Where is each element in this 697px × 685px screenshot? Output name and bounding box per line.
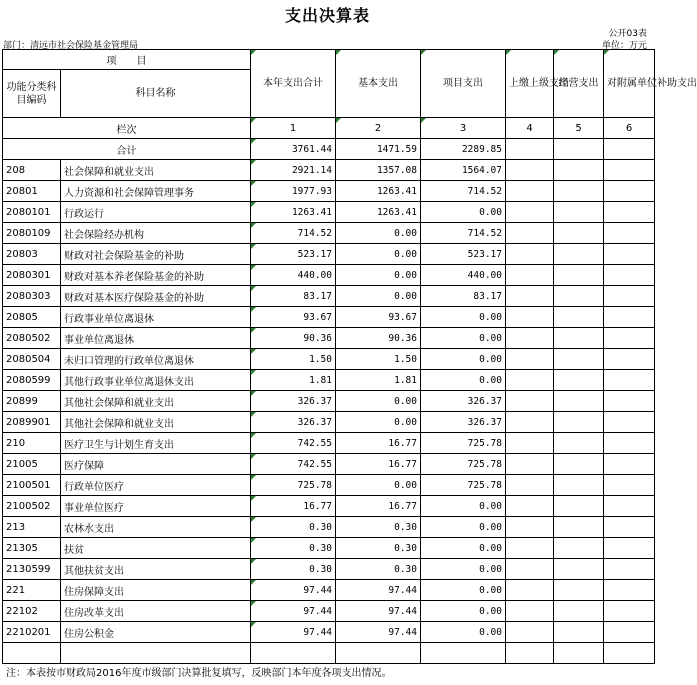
table-row bbox=[3, 622, 655, 643]
empty-cell bbox=[506, 643, 554, 664]
row-project: 0.00 bbox=[421, 517, 506, 538]
row-total: 523.17 bbox=[251, 244, 336, 265]
header-subsidy: 对附属单位补助支出 bbox=[604, 50, 655, 118]
empty-cell bbox=[604, 517, 655, 538]
row-basic: 16.77 bbox=[336, 496, 421, 517]
row-basic: 0.00 bbox=[336, 391, 421, 412]
row-code: 2080101 bbox=[3, 202, 61, 223]
row-code: 213 bbox=[3, 517, 61, 538]
form-code: 公开03表 bbox=[608, 29, 647, 39]
row-name: 财政对基本医疗保险基金的补助 bbox=[61, 286, 251, 307]
col-num: 3 bbox=[421, 118, 506, 139]
table-row bbox=[3, 328, 655, 349]
row-basic: 0.00 bbox=[336, 412, 421, 433]
empty-cell bbox=[506, 202, 554, 223]
row-total: 16.77 bbox=[251, 496, 336, 517]
header-total: 本年支出合计 bbox=[251, 50, 336, 118]
table-row bbox=[3, 244, 655, 265]
header-business: 经营支出 bbox=[554, 50, 604, 118]
empty-cell bbox=[554, 580, 604, 601]
empty-cell bbox=[506, 328, 554, 349]
empty-cell bbox=[506, 496, 554, 517]
row-name: 行政运行 bbox=[61, 202, 251, 223]
row-code: 2080504 bbox=[3, 349, 61, 370]
row-project: 0.00 bbox=[421, 370, 506, 391]
expenditure-table bbox=[2, 49, 697, 664]
row-total: 742.55 bbox=[251, 433, 336, 454]
empty-cell bbox=[506, 475, 554, 496]
table-row bbox=[3, 454, 655, 475]
table-row bbox=[3, 370, 655, 391]
empty-cell bbox=[554, 538, 604, 559]
row-total: 714.52 bbox=[251, 223, 336, 244]
col-num: 1 bbox=[251, 118, 336, 139]
row-code: 20803 bbox=[3, 244, 61, 265]
row-project: 0.00 bbox=[421, 202, 506, 223]
row-code: 2100501 bbox=[3, 475, 61, 496]
empty-cell bbox=[506, 139, 554, 160]
empty-cell bbox=[506, 244, 554, 265]
row-project: 1564.07 bbox=[421, 160, 506, 181]
table-row bbox=[3, 433, 655, 454]
row-code: 21305 bbox=[3, 538, 61, 559]
row-name: 住房公积金 bbox=[61, 622, 251, 643]
empty-cell bbox=[554, 517, 604, 538]
row-code: 20805 bbox=[3, 307, 61, 328]
column-index-label: 栏次 bbox=[3, 118, 251, 139]
row-total: 440.00 bbox=[251, 265, 336, 286]
table-row bbox=[3, 496, 655, 517]
empty-cell bbox=[604, 244, 655, 265]
row-basic: 16.77 bbox=[336, 433, 421, 454]
row-name: 其他社会保障和就业支出 bbox=[61, 391, 251, 412]
row-code: 2080502 bbox=[3, 328, 61, 349]
table-row bbox=[3, 286, 655, 307]
empty-cell bbox=[554, 286, 604, 307]
row-project: 440.00 bbox=[421, 265, 506, 286]
empty-cell bbox=[554, 601, 604, 622]
empty-cell bbox=[604, 433, 655, 454]
header-item: 项 目 bbox=[3, 50, 251, 70]
row-project: 0.00 bbox=[421, 496, 506, 517]
sum-project: 2289.85 bbox=[421, 139, 506, 160]
row-code: 2130599 bbox=[3, 559, 61, 580]
table-row bbox=[3, 643, 655, 664]
row-code: 2089901 bbox=[3, 412, 61, 433]
row-basic: 97.44 bbox=[336, 601, 421, 622]
row-basic: 0.30 bbox=[336, 559, 421, 580]
empty-cell bbox=[604, 349, 655, 370]
empty-cell bbox=[604, 391, 655, 412]
row-name: 财政对基本养老保险基金的补助 bbox=[61, 265, 251, 286]
empty-cell bbox=[554, 496, 604, 517]
row-name: 农林水支出 bbox=[61, 517, 251, 538]
row-basic: 0.30 bbox=[336, 538, 421, 559]
row-code: 22102 bbox=[3, 601, 61, 622]
row-code: 21005 bbox=[3, 454, 61, 475]
row-basic: 1263.41 bbox=[336, 181, 421, 202]
row-name: 人力资源和社会保障管理事务 bbox=[61, 181, 251, 202]
row-name: 扶贫 bbox=[61, 538, 251, 559]
row-project: 523.17 bbox=[421, 244, 506, 265]
header-func-code: 功能分类科目编码 bbox=[3, 70, 61, 118]
department-label: 部门：清远市社会保险基金管理局 bbox=[3, 41, 139, 51]
row-project: 0.00 bbox=[421, 538, 506, 559]
row-code: 20801 bbox=[3, 181, 61, 202]
row-name: 其他行政事业单位离退休支出 bbox=[61, 370, 251, 391]
empty-cell bbox=[554, 622, 604, 643]
row-name: 其他社会保障和就业支出 bbox=[61, 412, 251, 433]
row-code: 2080109 bbox=[3, 223, 61, 244]
empty-cell bbox=[554, 223, 604, 244]
row-name: 住房改革支出 bbox=[61, 601, 251, 622]
empty-cell bbox=[506, 517, 554, 538]
row-name: 社会保障和就业支出 bbox=[61, 160, 251, 181]
empty-cell bbox=[554, 370, 604, 391]
header-upper: 上缴上级支出 bbox=[506, 50, 554, 118]
table-row bbox=[3, 307, 655, 328]
empty-cell bbox=[604, 622, 655, 643]
row-name: 事业单位离退休 bbox=[61, 328, 251, 349]
row-name: 医疗保障 bbox=[61, 454, 251, 475]
sum-row bbox=[3, 139, 655, 160]
row-basic: 1357.08 bbox=[336, 160, 421, 181]
empty-cell bbox=[554, 412, 604, 433]
empty-cell bbox=[554, 202, 604, 223]
row-total: 90.36 bbox=[251, 328, 336, 349]
row-project: 0.00 bbox=[421, 328, 506, 349]
empty-cell bbox=[604, 370, 655, 391]
table-row bbox=[3, 202, 655, 223]
row-name: 行政单位医疗 bbox=[61, 475, 251, 496]
row-project: 83.17 bbox=[421, 286, 506, 307]
row-total: 1.81 bbox=[251, 370, 336, 391]
row-basic: 93.67 bbox=[336, 307, 421, 328]
empty-cell bbox=[554, 307, 604, 328]
row-project: 0.00 bbox=[421, 559, 506, 580]
row-total: 0.30 bbox=[251, 559, 336, 580]
row-name: 社会保险经办机构 bbox=[61, 223, 251, 244]
row-code: 2100502 bbox=[3, 496, 61, 517]
empty-cell bbox=[61, 643, 251, 664]
empty-cell bbox=[604, 139, 655, 160]
empty-cell bbox=[604, 265, 655, 286]
page-title: 支出决算表 bbox=[284, 6, 370, 25]
sum-total: 3761.44 bbox=[251, 139, 336, 160]
empty-cell bbox=[604, 181, 655, 202]
empty-cell bbox=[251, 643, 336, 664]
empty-cell bbox=[554, 328, 604, 349]
empty-cell bbox=[554, 160, 604, 181]
empty-cell bbox=[506, 454, 554, 475]
empty-cell bbox=[506, 433, 554, 454]
row-total: 0.30 bbox=[251, 538, 336, 559]
empty-cell bbox=[604, 454, 655, 475]
footnote: 注：本表按市财政局2016年度市级部门决算批复填写，反映部门本年度各项支出情况。 bbox=[6, 668, 392, 679]
row-code: 2080599 bbox=[3, 370, 61, 391]
table-row bbox=[3, 580, 655, 601]
empty-cell bbox=[604, 580, 655, 601]
row-name: 未归口管理的行政单位离退休 bbox=[61, 349, 251, 370]
row-total: 1.50 bbox=[251, 349, 336, 370]
col-num: 5 bbox=[554, 118, 604, 139]
table-row bbox=[3, 181, 655, 202]
empty-cell bbox=[506, 580, 554, 601]
row-total: 326.37 bbox=[251, 391, 336, 412]
row-total: 2921.14 bbox=[251, 160, 336, 181]
row-project: 0.00 bbox=[421, 580, 506, 601]
table-row bbox=[3, 160, 655, 181]
row-basic: 16.77 bbox=[336, 454, 421, 475]
row-code: 2080303 bbox=[3, 286, 61, 307]
row-project: 326.37 bbox=[421, 412, 506, 433]
row-code: 20899 bbox=[3, 391, 61, 412]
sum-label: 合计 bbox=[3, 139, 251, 160]
empty-cell bbox=[604, 601, 655, 622]
row-total: 326.37 bbox=[251, 412, 336, 433]
row-project: 326.37 bbox=[421, 391, 506, 412]
row-basic: 0.30 bbox=[336, 517, 421, 538]
row-total: 83.17 bbox=[251, 286, 336, 307]
empty-cell bbox=[554, 139, 604, 160]
empty-cell bbox=[604, 496, 655, 517]
row-name: 财政对社会保险基金的补助 bbox=[61, 244, 251, 265]
empty-cell bbox=[506, 622, 554, 643]
empty-cell bbox=[506, 223, 554, 244]
row-basic: 90.36 bbox=[336, 328, 421, 349]
empty-cell bbox=[604, 538, 655, 559]
empty-cell bbox=[604, 286, 655, 307]
col-num: 4 bbox=[506, 118, 554, 139]
empty-cell bbox=[604, 307, 655, 328]
empty-cell bbox=[604, 328, 655, 349]
row-total: 742.55 bbox=[251, 454, 336, 475]
row-total: 97.44 bbox=[251, 622, 336, 643]
empty-cell bbox=[554, 265, 604, 286]
table-row bbox=[3, 475, 655, 496]
empty-cell bbox=[421, 643, 506, 664]
col-num: 6 bbox=[604, 118, 655, 139]
empty-cell bbox=[554, 475, 604, 496]
header-subject-name: 科目名称 bbox=[61, 70, 251, 118]
empty-cell bbox=[604, 160, 655, 181]
row-basic: 1.81 bbox=[336, 370, 421, 391]
sum-basic: 1471.59 bbox=[336, 139, 421, 160]
row-basic: 0.00 bbox=[336, 265, 421, 286]
row-project: 0.00 bbox=[421, 349, 506, 370]
row-basic: 0.00 bbox=[336, 475, 421, 496]
row-basic: 0.00 bbox=[336, 223, 421, 244]
row-total: 1977.93 bbox=[251, 181, 336, 202]
table-row bbox=[3, 349, 655, 370]
empty-cell bbox=[506, 160, 554, 181]
table-row bbox=[3, 559, 655, 580]
table-row bbox=[3, 601, 655, 622]
row-code: 221 bbox=[3, 580, 61, 601]
row-name: 住房保障支出 bbox=[61, 580, 251, 601]
empty-cell bbox=[3, 643, 61, 664]
empty-cell bbox=[506, 601, 554, 622]
row-name: 行政事业单位离退休 bbox=[61, 307, 251, 328]
col-num: 2 bbox=[336, 118, 421, 139]
table-row bbox=[3, 265, 655, 286]
empty-cell bbox=[506, 265, 554, 286]
empty-cell bbox=[506, 286, 554, 307]
row-project: 0.00 bbox=[421, 622, 506, 643]
table-row bbox=[3, 517, 655, 538]
empty-cell bbox=[604, 475, 655, 496]
empty-cell bbox=[554, 433, 604, 454]
row-basic: 0.00 bbox=[336, 244, 421, 265]
row-total: 725.78 bbox=[251, 475, 336, 496]
row-basic: 1.50 bbox=[336, 349, 421, 370]
row-basic: 97.44 bbox=[336, 622, 421, 643]
table-row bbox=[3, 412, 655, 433]
empty-cell bbox=[604, 559, 655, 580]
row-project: 0.00 bbox=[421, 601, 506, 622]
empty-cell bbox=[506, 307, 554, 328]
empty-cell bbox=[506, 349, 554, 370]
row-project: 725.78 bbox=[421, 454, 506, 475]
row-basic: 1263.41 bbox=[336, 202, 421, 223]
row-name: 其他扶贫支出 bbox=[61, 559, 251, 580]
empty-cell bbox=[506, 370, 554, 391]
empty-cell bbox=[554, 643, 604, 664]
empty-cell bbox=[554, 244, 604, 265]
empty-cell bbox=[336, 643, 421, 664]
empty-cell bbox=[554, 349, 604, 370]
row-code: 2080301 bbox=[3, 265, 61, 286]
empty-cell bbox=[506, 181, 554, 202]
empty-cell bbox=[604, 202, 655, 223]
empty-cell bbox=[506, 412, 554, 433]
row-total: 1263.41 bbox=[251, 202, 336, 223]
row-total: 97.44 bbox=[251, 601, 336, 622]
empty-cell bbox=[506, 538, 554, 559]
empty-cell bbox=[506, 559, 554, 580]
row-code: 208 bbox=[3, 160, 61, 181]
row-name: 事业单位医疗 bbox=[61, 496, 251, 517]
empty-cell bbox=[554, 181, 604, 202]
row-project: 725.78 bbox=[421, 475, 506, 496]
row-total: 97.44 bbox=[251, 580, 336, 601]
row-project: 714.52 bbox=[421, 223, 506, 244]
row-basic: 97.44 bbox=[336, 580, 421, 601]
header-basic: 基本支出 bbox=[336, 50, 421, 118]
row-total: 93.67 bbox=[251, 307, 336, 328]
row-basic: 0.00 bbox=[336, 286, 421, 307]
table-row bbox=[3, 223, 655, 244]
row-name: 医疗卫生与计划生育支出 bbox=[61, 433, 251, 454]
unit-label: 单位：万元 bbox=[601, 41, 647, 51]
empty-cell bbox=[604, 643, 655, 664]
empty-cell bbox=[506, 391, 554, 412]
row-code: 2210201 bbox=[3, 622, 61, 643]
row-project: 0.00 bbox=[421, 307, 506, 328]
row-project: 714.52 bbox=[421, 181, 506, 202]
header-project: 项目支出 bbox=[421, 50, 506, 118]
row-project: 725.78 bbox=[421, 433, 506, 454]
empty-cell bbox=[554, 391, 604, 412]
empty-cell bbox=[604, 412, 655, 433]
empty-cell bbox=[554, 559, 604, 580]
row-code: 210 bbox=[3, 433, 61, 454]
empty-cell bbox=[604, 223, 655, 244]
table-row bbox=[3, 538, 655, 559]
table-row bbox=[3, 391, 655, 412]
empty-cell bbox=[554, 454, 604, 475]
row-total: 0.30 bbox=[251, 517, 336, 538]
